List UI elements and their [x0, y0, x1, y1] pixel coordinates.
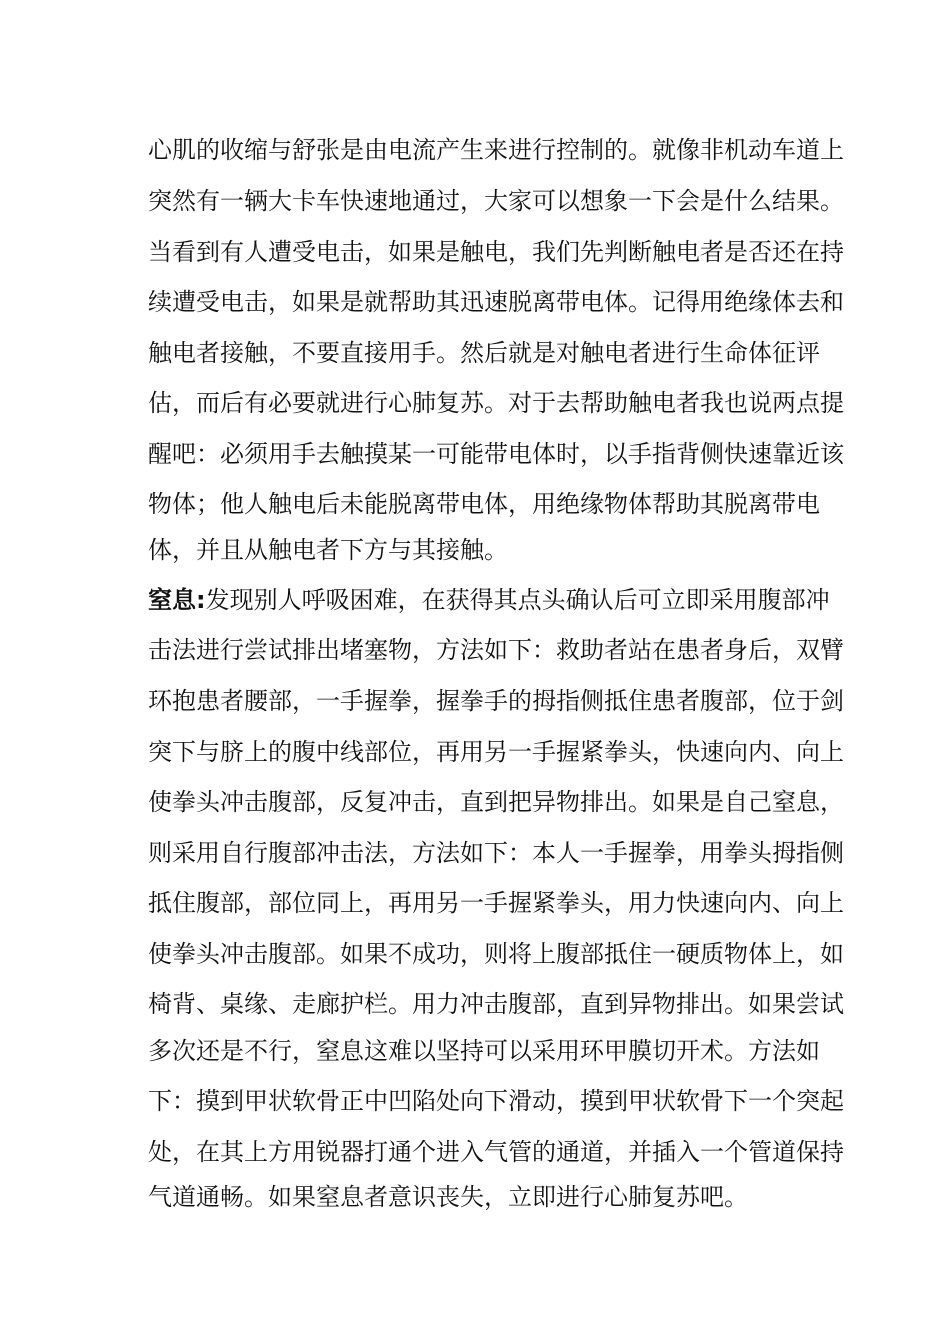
text-line: [148, 583, 830, 617]
text-line: 估，而后有必要就进行心肺复苏。对于去帮助触电者我也说两点提: [148, 389, 844, 417]
text-line: 使拳头冲击腹部，反复冲击，直到把异物排出。如果是自己窒息，: [148, 788, 844, 816]
text-line: 心肌的收缩与舒张是由电流产生来进行控制的。就像非机动车道上: [148, 136, 844, 164]
text-line: 续遭受电击，如果是就帮助其迅速脱离带电体。记得用绝缘体去和: [148, 288, 844, 316]
text-line: 使拳头冲击腹部。如果不成功，则将上腹部抵住一硬质物体上，如: [148, 940, 844, 968]
text-line: 触电者接触，不要直接用手。然后就是对触电者进行生命体征评: [148, 339, 820, 367]
text-line: 物体；他人触电后未能脱离带电体，用绝缘物体帮助其脱离带电: [148, 490, 820, 518]
text-line: 当看到有人遭受电击，如果是触电，我们先判断触电者是否还在持: [148, 238, 844, 266]
text-line: 椅背、桌缘、走廊护栏。用力冲击腹部，直到异物排出。如果尝试: [148, 990, 844, 1018]
text-line: 气道通畅。如果窒息者意识丧失，立即进行心肺复苏吧。: [148, 1183, 748, 1211]
text-line: 抵住腹部，部位同上，再用另一手握紧拳头，用力快速向内、向上: [148, 889, 844, 917]
choking-label: 窒息:: [148, 586, 206, 614]
text-line: 多次还是不行，窒息这难以坚持可以采用环甲膜切开术。方法如: [148, 1037, 820, 1065]
text-line: 处，在其上方用锐器打通个进入气管的通道，并插入一个管道保持: [148, 1138, 844, 1166]
text-line: 体，并且从触电者下方与其接触。: [148, 536, 508, 564]
text-line: 醒吧：必须用手去触摸某一可能带电体时，以手指背侧快速靠近该: [148, 440, 844, 468]
text-line: 击法进行尝试排出堵塞物，方法如下：救助者站在患者身后，双臂: [148, 636, 844, 664]
text-line: 环抱患者腰部，一手握拳，握拳手的拇指侧抵住患者腹部，位于剑: [148, 687, 844, 715]
text-line: 突下与脐上的腹中线部位，再用另一手握紧拳头，快速向内、向上: [148, 738, 844, 766]
text-line: 则采用自行腹部冲击法，方法如下：本人一手握拳，用拳头拇指侧: [148, 839, 844, 867]
text-line: 突然有一辆大卡车快速地通过，大家可以想象一下会是什么结果。: [148, 187, 844, 215]
text-line: 下：摸到甲状软骨正中凹陷处向下滑动，摸到甲状软骨下一个突起: [148, 1087, 844, 1115]
text-line-content: 发现别人呼吸困难，在获得其点头确认后可立即采用腹部冲: [205, 586, 830, 614]
